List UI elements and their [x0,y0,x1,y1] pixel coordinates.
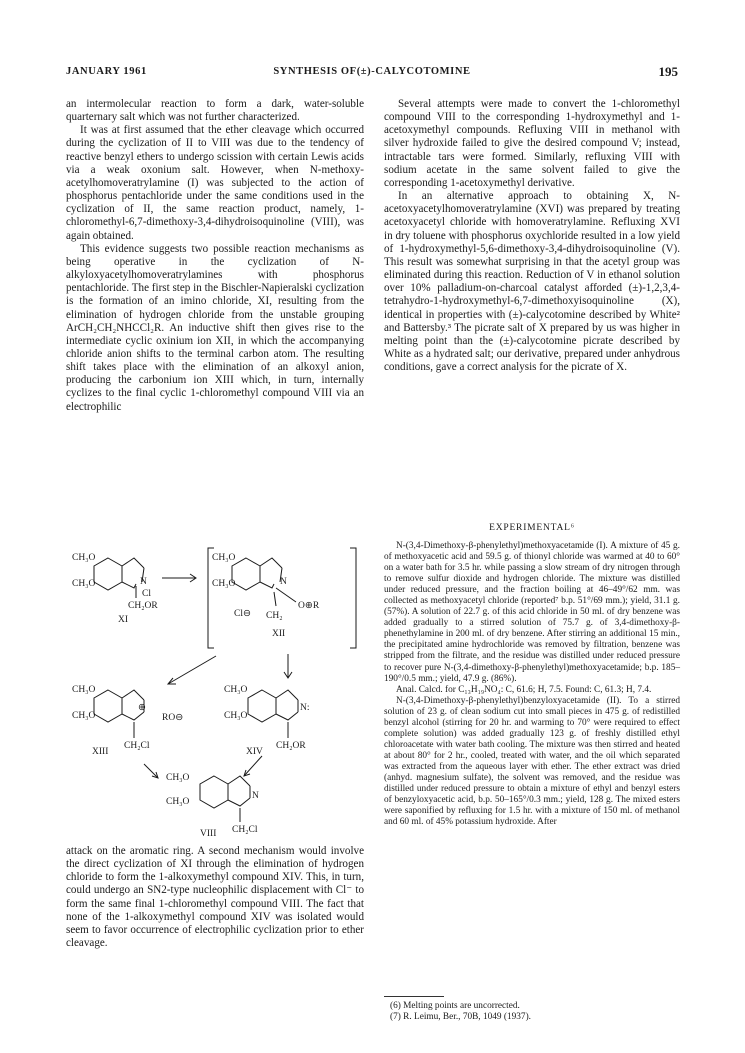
group-label: CH₂Cl [124,741,150,751]
group-label: Cl⊖ [234,609,251,619]
paragraph: Anal. Calcd. for C₁₃H₁₉NO₄: C, 61.6; H, 7.5. Found: C, 61.3; H, 7.4. [396,684,652,695]
group-label: CH₃O [72,553,96,563]
compound-label: XI [118,615,129,625]
paragraph: It was at first assumed that the ether cleavage which occurred during the cyclization of II to VIII was due to the tendency of reactive benzyl ethers to undergo scission with certain Lewis acids via a weak oxonium salt. However, when N-methoxy-acetylhomoveratrylamine (I) was subjected to the action of phosphorus pentachloride under the same conditions used in the cyclization of II, the same reaction product, namely, 1-chloromethyl-6,7-dimethoxy-3,4-dihydroisoquinoline (VIII), was again obtained. [66,124,364,242]
experimental-section [384,541,680,828]
footnote-divider [384,996,444,997]
group-label: CH₂Cl [232,825,258,835]
paragraph: Several attempts were made to convert the 1-chloromethyl compound VIII to the corresponding 1-hydroxymethyl and 1-acetoxymethyl compounds. Refluxing VIII in methanol with silver hydroxide failed to give the desired compound V; instead, intractable tars were formed. Similarly, refluxing VIII with sodium acetate in the same solvent failed to give the corresponding 1-acetoxymethyl derivative. [384,98,680,189]
group-label: CH₃O [224,711,248,721]
reaction-scheme [66,540,366,840]
group-label: CH₃O [224,685,248,695]
group-label: N [280,577,287,587]
benzene-ring [94,690,122,722]
group-label: CH₃O [72,711,96,721]
paragraph: In an alternative approach to obtaining X, N-acetoxyacetylhomoveratrylamine (XVI) was prepared by treating acetoxyacetyl chloride with homoveratrylamine. Refluxing XVI in dry toluene with phosphorus oxychloride resulted in a low yield of 1-hydroxymethyl-5,6-dimethoxy-3,4-dihydroisoquinoline (V). This result was somewhat surprising in that the acetyl group was eliminated during this reaction. Reduction of V in ethanol solution over 10% palladium-on-charcoal catalyst afforded (±)-1,2,3,4-tetrahydro-1-hydroxymethyl-6,7-dimethoxyisoquinoline (X), identical in properties with (±)-calycotomine described by White² and Battersby.³ The picrate salt of X prepared by us was higher in melting point than the (±)-calycotomine picrate described by White as a hydrated salt; our derivative, prepared under anhydrous conditions, gave a correct analysis for the picrate of X. [384,190,680,374]
benzene-ring [94,558,122,590]
group-label: RO⊖ [162,713,184,723]
running-title: SYNTHESIS OF(±)-CALYCOTOMINE [273,66,471,77]
group-label: CH₃O [166,773,190,783]
group-label: CH₃O [166,797,190,807]
running-header [66,66,678,82]
paragraph: N-(3,4-Dimethoxy-β-phenylethyl)benzyloxyacetamide (II). To a stirred solution of 23 g. of clean sodium cut into small pieces in 475 g. of redistilled benzyl alcohol (stirring for 20 hr. and warming to 70° were required to effect complete solution) was added gradually 123 g. of freshly distilled ethyl chloroacetate with water bath cooling. The mixture was then stirred and heated at about 80° for 2 hr., cooled, treated with water, and the oil which separated was extracted from the aqueous layer with ether. The ether extract was dried (anhyd. magnesium sulfate), the solvent was removed, and the residue was distilled under reduced pressure to obtain a mixture of ethyl and benzyl esters of benzyloxyacetic acid, b.p. 50–165°/0.3 mm.; yield, 128 g. The mixed esters were saponified by refluxing for 1.5 hr. with a mixture of 150 ml. of methanol and 60 ml. of 45% potassium hydroxide. After [384,695,680,828]
compound-label: XIV [246,747,263,757]
paragraph: an intermolecular reaction to form a dark, water-soluble quarternary salt which was not further characterized. [66,98,364,124]
group-label: O⊕R [298,601,320,611]
compound-label: XIII [92,747,109,757]
group-label: N [140,577,147,587]
group-label: Cl [142,589,151,599]
footnote: (6) Melting points are uncorrected. [390,1001,520,1011]
group-label: CH₂OR [128,601,158,611]
left-column-bottom [66,845,364,950]
paragraph: This evidence suggests two possible reaction mechanisms as being operative in the cyclization of N-alkyloxyacetylhomoveratrylamines with phosphorus pentachloride. The first step in the Bischler-Napieralski cyclization is the formation of an imino chloride, XI, resulting from the elimination of hydrogen chloride from the unstable grouping ArCH₂CH₂NHCCl₂R. An inductive shift then gives rise to the intermediate cyclic oxinium ion XII, in which the accompanying chloride anion shifts to the terminal carbon atom. The resulting shift takes place with the elimination of an alkoxyl anion, producing the carbonium ion XIII which, in turn, internally cyclizes to the final cyclic 1-chloromethyl compound VIII via an electrophilic [66,242,364,413]
group-label: CH₃O [72,579,96,589]
benzene-ring [232,558,260,590]
footnote: (7) R. Leimu, Ber., 70B, 1049 (1937). [390,1012,531,1023]
benzene-ring [200,776,228,808]
page-number: 195 [658,64,678,79]
group-label: CH₂OR [276,741,306,751]
group-label: N [252,791,259,801]
journal-date: JANUARY 1961 [66,66,147,77]
section-heading-experimental: EXPERIMENTAL⁶ [489,523,575,533]
group-label: ⊕ [138,703,146,713]
footnotes [384,1001,680,1023]
group-label: CH₃O [212,553,236,563]
compound-label: XII [272,629,286,639]
left-column-top [66,98,364,414]
paragraph: N-(3,4-Dimethoxy-β-phenylethyl)methoxyacetamide (I). A mixture of 45 g. of methoxyacetic acid and 59.5 g. of thionyl chloride was warmed at 40 to 60° on a water bath for 3.5 hr. while passing a slow stream of dry nitrogen through to remove sulfur dioxide and hydrogen chloride. The mixture was distilled under reduced pressure, and the fraction boiling at 46–49°/62 mm. was collected as methoxyacetyl chloride (reported⁷ b.p. 51°/69 mm.); yield, 31.1 g. (57%). A solution of 22.7 g. of this acid chloride in 50 ml. of dry benzene was added gradually to a stirred solution of 75.7 g. of 3,4-dimethoxy-β-phenethylamine in 200 ml. of dry benzene. After stirring an additional 15 min., the precipitated amine hydrochloride was removed by filtration, benzene was stripped from the filtrate, and the residue was distilled under reduced pressure to recover pure N-(3,4-dimethoxy-β-phenylethyl)methoxyacetamide; b.p. 185–190°/0.5 mm.; yield, 47.9 g. (86%). [384,541,680,684]
group-label: CH₃O [212,579,236,589]
right-column-top [384,98,680,374]
paragraph: attack on the aromatic ring. A second mechanism would involve the direct cyclization of XI through the elimination of hydrogen chloride to form the 1-alkoxymethyl compound XIV. This, in turn, could undergo an SN2-type nucleophilic displacement with Cl⁻ to form the same final 1-chloromethyl compound VIII. The fact that none of the 1-alkoxymethyl compound XIV was isolated would seem to favor occurrence of electrophilic cyclization prior to ether cleavage. [66,845,364,950]
benzene-ring [248,690,276,722]
group-label: CH₂ [266,611,283,621]
group-label: N: [300,703,310,713]
group-label: CH₃O [72,685,96,695]
compound-label: VIII [200,829,217,839]
